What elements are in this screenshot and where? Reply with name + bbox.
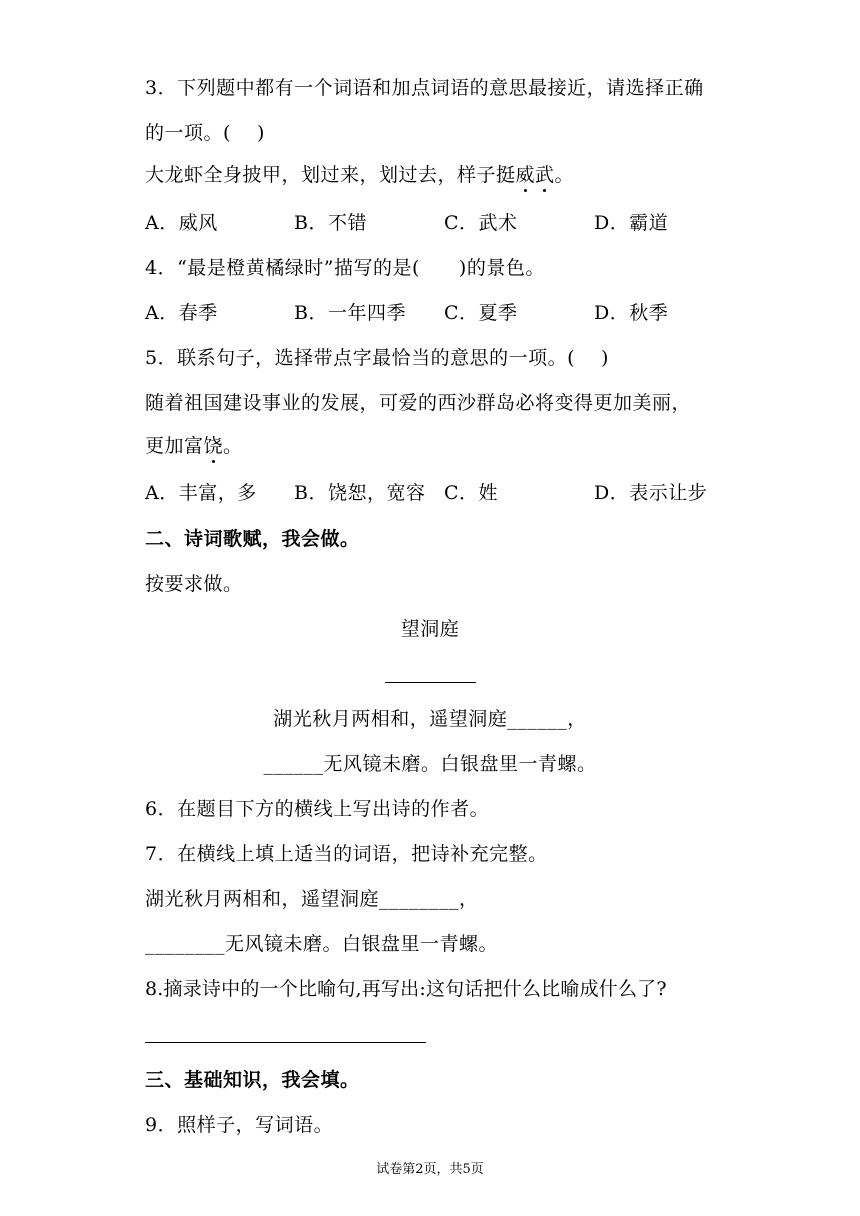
poem-line-2: ______无风镜未磨。白银盘里一青螺。 xyxy=(263,753,597,775)
q4-option-d: D．秋季 xyxy=(594,302,669,324)
q3-option-b: B．不错 xyxy=(294,212,367,234)
q3-option-a: A．威风 xyxy=(145,212,218,234)
q5-option-b: B．饶恕，宽容 xyxy=(294,482,426,504)
q3-sentence-end: 。 xyxy=(554,164,575,186)
q4-option-b: B．一年四季 xyxy=(294,302,406,324)
section2-heading: 二、诗词歌赋，我会做。 xyxy=(145,528,360,550)
section3-heading: 三、基础知识，我会填。 xyxy=(145,1069,360,1091)
q8-stem: 8.摘录诗中的一个比喻句,再写出:这句话把什么比喻成什么了? xyxy=(145,978,667,1000)
q8-answer-line[interactable] xyxy=(145,1042,426,1043)
page-footer: 试卷第2页，共5页 xyxy=(376,1162,484,1177)
q5-option-d: D．表示让步 xyxy=(594,482,708,504)
q3-stem-line1: 3．下列题中都有一个词语和加点词语的意思最接近，请选择正确 xyxy=(145,77,704,99)
q5-option-c: C．姓 xyxy=(444,482,499,504)
section2-instruction: 按要求做。 xyxy=(145,573,243,595)
q6-stem: 6．在题目下方的横线上写出诗的作者。 xyxy=(145,798,490,820)
q3-sentence xyxy=(145,163,574,187)
q3-stem-line2: 的一项。( ) xyxy=(145,122,265,144)
q3-dotted-char-2: 武 xyxy=(535,164,555,186)
q7-stem: 7．在横线上填上适当的词语，把诗补充完整。 xyxy=(145,843,548,865)
author-blank-line[interactable] xyxy=(385,682,476,683)
q4-option-a: A．春季 xyxy=(145,302,218,324)
poem-line-1: 湖光秋月两相和，遥望洞庭______， xyxy=(273,708,587,730)
q5-stem: 5．联系句子，选择带点字最恰当的意思的一项。( ) xyxy=(145,347,609,369)
q4-option-c: C．夏季 xyxy=(444,302,518,324)
q7-fill-line2: ________无风镜未磨。白银盘里一青螺。 xyxy=(145,933,499,955)
q7-fill-line1: 湖光秋月两相和，遥望洞庭________， xyxy=(145,888,479,910)
q5-option-a: A．丰富，多 xyxy=(145,482,257,504)
q9-stem: 9．照样子，写词语。 xyxy=(145,1114,334,1136)
q3-option-d: D．霸道 xyxy=(594,212,669,234)
q5-sentence-text: 更加富 xyxy=(145,435,204,457)
q3-option-c: C．武术 xyxy=(444,212,518,234)
q3-dotted-char-1: 威 xyxy=(515,164,536,186)
q5-sentence-line1: 随着祖国建设事业的发展，可爱的西沙群岛必将变得更加美丽， xyxy=(145,392,692,414)
q3-sentence-text: 大龙虾全身披甲，划过来，划过去，样子挺 xyxy=(145,164,516,186)
q5-sentence-line2 xyxy=(145,434,243,458)
q4-stem: 4．“最是橙黄橘绿时”描写的是( )的景色。 xyxy=(145,257,545,279)
poem-title: 望洞庭 xyxy=(400,618,460,640)
q5-sentence-end: 。 xyxy=(223,435,243,457)
q5-dotted-char: 饶 xyxy=(203,435,224,457)
